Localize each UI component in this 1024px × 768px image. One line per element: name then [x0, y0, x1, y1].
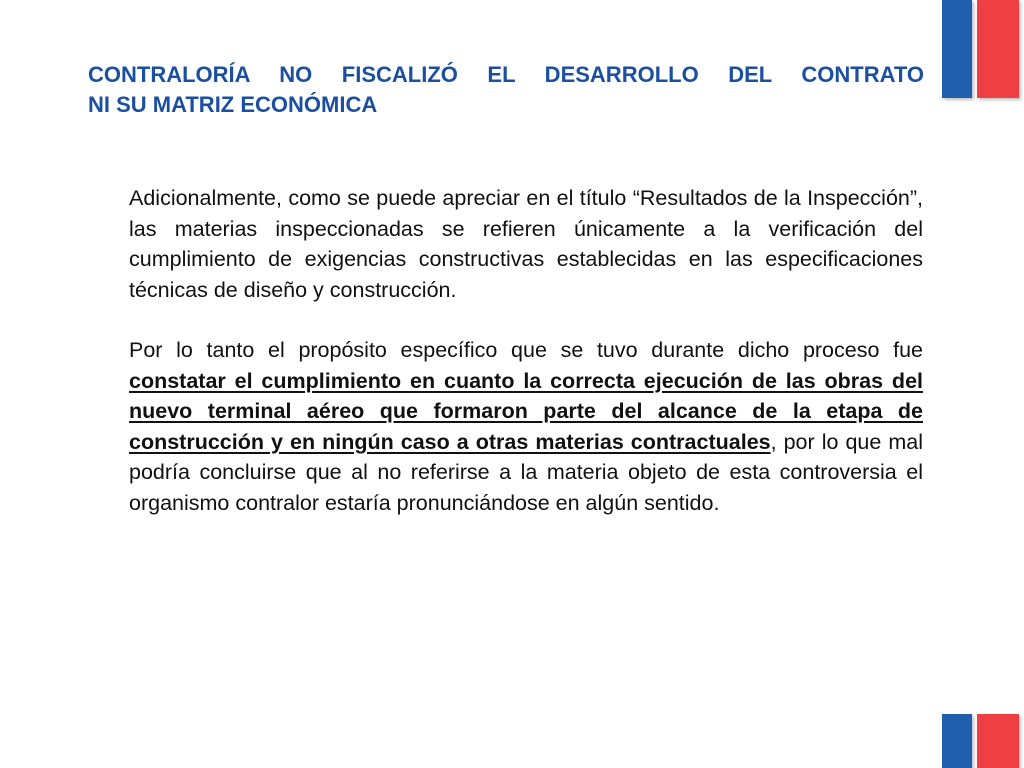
flag-ribbon-top — [942, 0, 1024, 98]
flag-blue-band — [942, 714, 972, 768]
flag-red-band — [977, 714, 1019, 768]
slide-title-line-2: NI SU MATRIZ ECONÓMICA — [88, 92, 378, 117]
flag-red-band — [977, 0, 1019, 98]
paragraph-1: Adicionalmente, como se puede apreciar en el título “Resultados de la Inspección”, las materias inspeccionadas se refieren únicamente a la verificación del cumplimiento de exigencias constructivas establecidas en las especificaciones técnicas de diseño y construcción. — [129, 186, 923, 302]
paragraph-2-conclusion: , por lo que mal podría concluirse que al no referirse a la materia objeto de esta controversia el organismo contralor estaría pronunciándose en algún sentido. — [129, 429, 923, 515]
slide-title-line-1: CONTRALORÍA NO FISCALIZÓ EL DESARROLLO DEL CONTRATO — [88, 62, 924, 87]
paragraph-2 — [129, 335, 923, 518]
slide-title — [88, 60, 924, 120]
paragraph-2-emphasis: constatar el cumplimiento en cuanto la correcta ejecución de las obras del nuevo terminal aéreo que formaron parte del alcance de la etapa de construcción y en ningún caso a otras materias contractuales — [129, 368, 923, 454]
flag-blue-band — [942, 0, 972, 98]
paragraph-2-intro: Por lo tanto el propósito específico que se tuvo durante dicho proceso fue — [129, 338, 923, 362]
flag-ribbon-bottom — [942, 714, 1024, 768]
slide-body — [129, 183, 923, 518]
